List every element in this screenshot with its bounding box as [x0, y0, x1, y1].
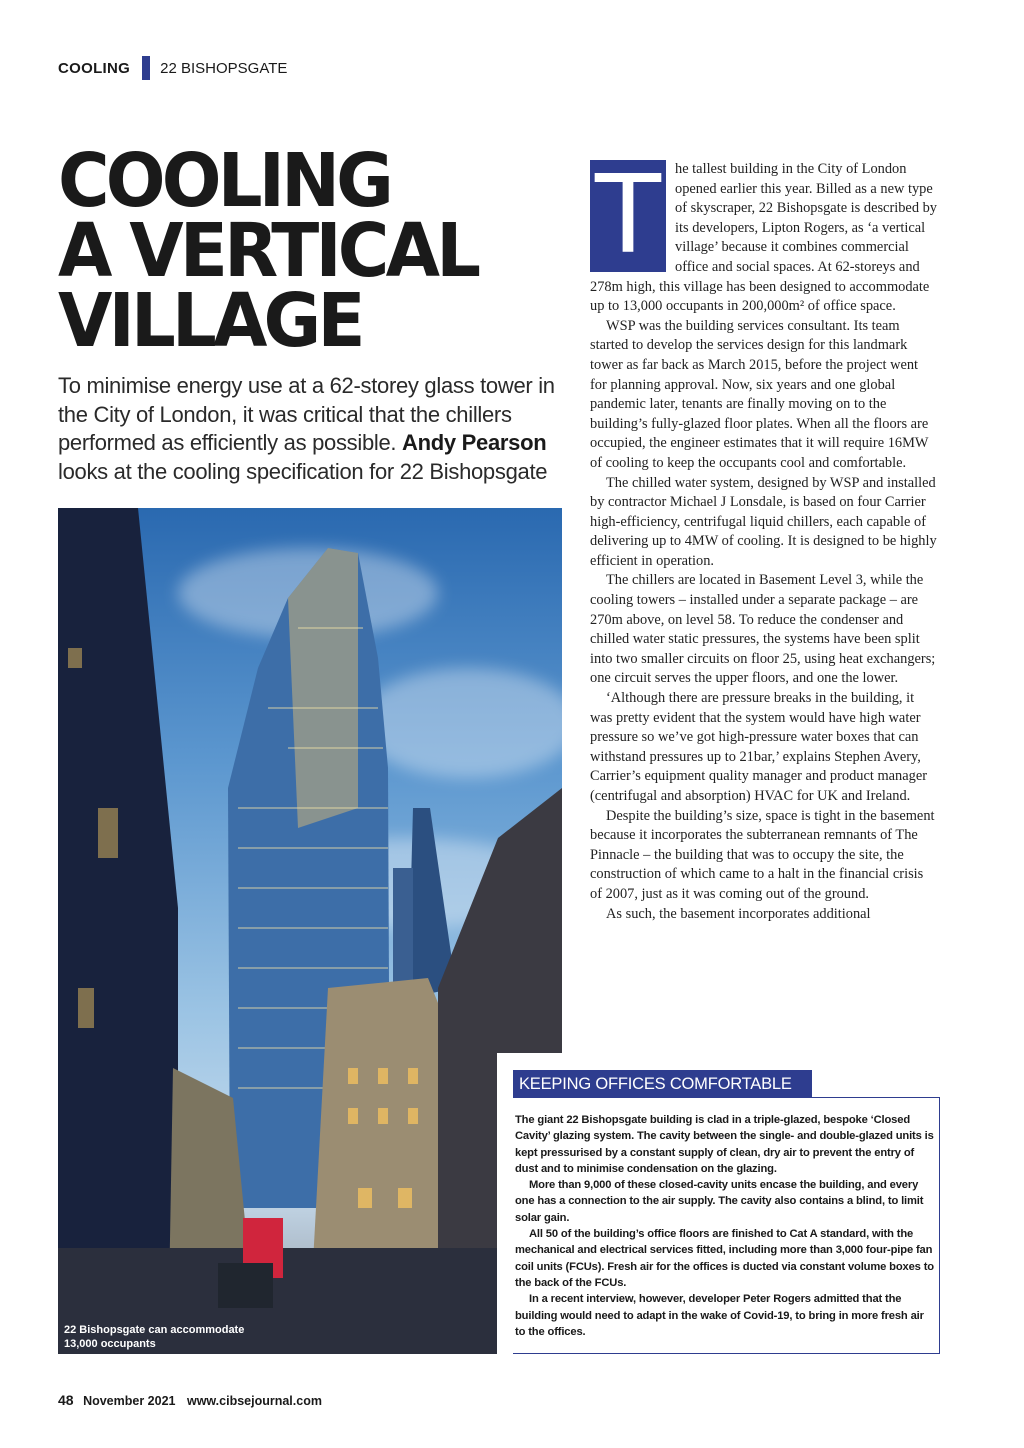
- paragraph: ‘Although there are pressure breaks in the building, it was pretty evident that the system would have high water pressure so we’ve got high-pressure water boxes that can withstand pressures up to 21bar,’ explains Stephen Avery, Carrier’s equipment quality manager and product manager (centrifugal and absorption) HVAC for UK and Ireland.: [590, 690, 927, 804]
- paragraph-text: he tallest building in the City of London opened earlier this year. Billed as a new type of skyscraper, 22 Bishopsgate is described by its developers, Lipton Rogers, as ‘a vertical village’ because it combines commercial office and social spaces. At 62-storeys and 278m high, this village has been designed to accommodate up to 13,000 occupants in 200,000m² of office space.: [590, 161, 937, 315]
- issue-date: November 2021: [83, 1394, 176, 1408]
- sidebar-heading: KEEPING OFFICES COMFORTABLE: [513, 1070, 812, 1098]
- paragraph: As such, the basement incorporates additional: [606, 905, 871, 922]
- headline-line: VILLAGE: [58, 278, 362, 364]
- paragraph: Despite the building’s size, space is tight in the basement because it incorporates the subterranean remnants of The Pinnacle – the building that was to occupy the site, the construction of which came to a halt in the financial crisis of 2007, just as it was coming out of the ground.: [590, 807, 935, 902]
- topic-label: 22 BISHOPSGATE: [160, 59, 288, 77]
- paragraph: The chillers are located in Basement Level 3, while the cooling towers – installed under a separate package – are 270m above, on level 58. To reduce the condenser and chilled water static pressures, the systems have been split into two smaller circuits on floor 25, using heat exchangers; one circuit serves the upper floors, and one the lower.: [590, 572, 936, 687]
- tower-photo: [58, 508, 562, 1354]
- sidebar-box: [497, 1053, 942, 1354]
- headline: [58, 138, 499, 364]
- sidebar-text: [515, 1112, 935, 1340]
- page-number: 48: [58, 1392, 74, 1408]
- headline-line: COOLING: [58, 138, 391, 224]
- standfirst: [58, 372, 568, 486]
- author-name: Andy Pearson: [402, 430, 547, 455]
- standfirst-text: To minimise energy use at a 62-storey glass tower in the City of London, it was critical that the chillers performed as efficiently as possible.: [58, 373, 555, 455]
- section-label: COOLING: [58, 59, 131, 77]
- drop-cap: T: [590, 160, 666, 272]
- photo-caption: 22 Bishopsgate can accommodate 13,000 occupants: [64, 1324, 245, 1350]
- sidebar-paragraph: In a recent interview, however, developer Peter Rogers admitted that the building would need to adapt in the wake of Covid-19, to bring in more fresh air to the offices.: [515, 1293, 924, 1338]
- paragraph: The chilled water system, designed by WSP and installed by contractor Michael J Lonsdale, is based on four Carrier high-efficiency, centrifugal liquid chillers, each capable of delivering up to 4MW of cooling. It is designed to be highly efficient in operation.: [590, 474, 937, 569]
- website-link[interactable]: www.cibsejournal.com: [186, 1394, 322, 1408]
- sidebar-paragraph: All 50 of the building’s office floors are finished to Cat A standard, with the mechanical and electrical services fitted, including more than 3,000 four-pipe fan coil units (FCUs). Fresh air for the offices is ducted via constant volume boxes to the back of the FCUs.: [515, 1228, 934, 1289]
- standfirst-text-end: looks at the cooling specification for 22 Bishopsgate: [58, 458, 548, 484]
- headline-line: A VERTICAL: [58, 208, 478, 294]
- sidebar-paragraph: More than 9,000 of these closed-cavity units encase the building, and every one has a connection to the air supply. The cavity also contains a blind, to limit solar gain.: [515, 1179, 924, 1224]
- sidebar-paragraph: The giant 22 Bishopsgate building is clad in a triple-glazed, bespoke ‘Closed Cavity’ glazing system. The cavity between the single- and double-glazed units is kept pressurised by a constant supply of clean, dry air to prevent the entry of dust and to minimise condensation on the glazing.: [515, 1114, 934, 1175]
- footer: [58, 1392, 322, 1408]
- paragraph: [590, 153, 938, 317]
- article-body: [590, 153, 938, 924]
- header-divider: [142, 56, 150, 80]
- paragraph: WSP was the building services consultant. Its team started to develop the services design for this landmark tower as far back as March 2015, before the project went for planning approval. Now, six years and one global pandemic later, tenants are finally moving on to the building’s fully-glazed floor plates. When all the floors are occupied, the engineer estimates that it will require 16MW of cooling to keep the occupants cool and comfortable.: [590, 317, 929, 471]
- running-header: [58, 56, 287, 80]
